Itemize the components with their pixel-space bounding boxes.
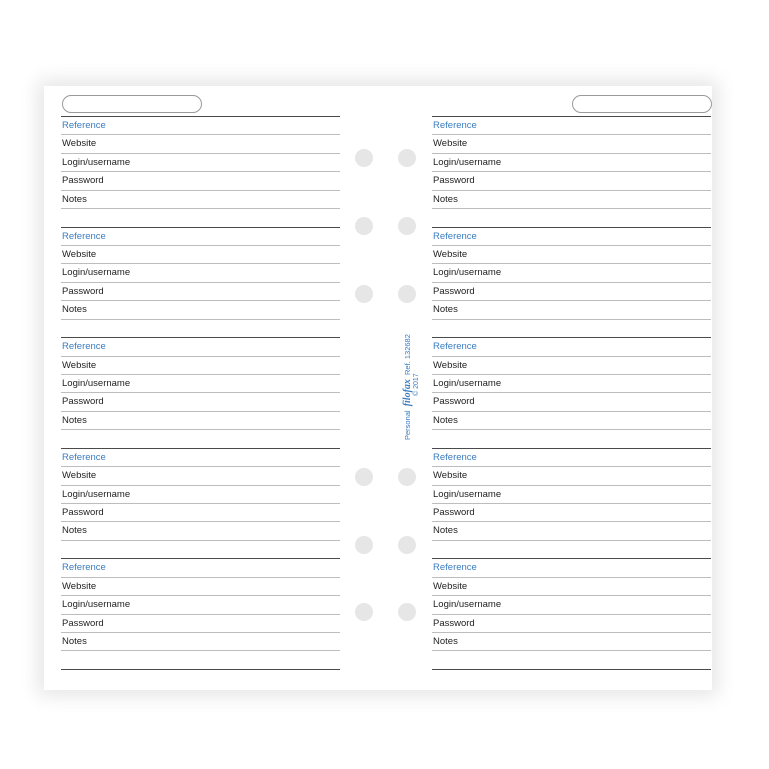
ring-hole: [355, 603, 373, 621]
website-row[interactable]: [61, 245, 340, 263]
reference-label: Reference: [62, 120, 106, 131]
ring-hole: [398, 603, 416, 621]
login-row[interactable]: [432, 595, 711, 613]
password-row[interactable]: [61, 614, 340, 632]
reference-label: Reference: [62, 562, 106, 574]
notes-label: Notes: [62, 525, 87, 537]
login-row[interactable]: [432, 263, 711, 281]
notes-row[interactable]: [432, 521, 711, 539]
notes-label: Notes: [433, 635, 458, 647]
reference-label: Reference: [433, 120, 477, 131]
reference-label: Reference: [62, 451, 106, 463]
reference-row[interactable]: [61, 558, 340, 576]
login-label: Login/username: [62, 267, 131, 279]
password-row[interactable]: [61, 282, 340, 300]
reference-row[interactable]: [432, 227, 711, 245]
website-row[interactable]: [61, 466, 340, 484]
website-label: Website: [62, 248, 97, 260]
reference-label: Reference: [433, 230, 477, 242]
login-label: Login/username: [433, 599, 502, 611]
reference-row[interactable]: [432, 448, 711, 466]
blank-row[interactable]: [61, 319, 340, 337]
password-label: Password: [433, 285, 475, 297]
password-row[interactable]: [432, 392, 711, 410]
notes-row[interactable]: [432, 190, 711, 208]
login-row[interactable]: [432, 374, 711, 392]
bottom-rule: [432, 669, 711, 670]
password-label: Password: [62, 396, 104, 408]
imprint-copyright: © 2017: [413, 373, 420, 396]
password-entry: [61, 227, 340, 338]
website-label: Website: [62, 359, 97, 371]
ring-hole: [398, 468, 416, 486]
blank-row[interactable]: [432, 208, 711, 226]
blank-row[interactable]: [61, 429, 340, 447]
ring-hole: [398, 536, 416, 554]
password-entry: [432, 116, 711, 227]
reference-row[interactable]: [61, 337, 340, 355]
ring-hole: [398, 285, 416, 303]
website-row[interactable]: [61, 356, 340, 374]
notes-label: Notes: [62, 193, 87, 205]
login-label: Login/username: [62, 488, 131, 500]
notes-label: Notes: [433, 414, 458, 426]
reference-label: Reference: [433, 562, 477, 574]
blank-row[interactable]: [61, 650, 340, 668]
password-entry: [432, 337, 711, 448]
website-label: Website: [433, 248, 468, 260]
notes-label: Notes: [433, 525, 458, 537]
password-row[interactable]: [432, 503, 711, 521]
notes-label: Notes: [433, 193, 458, 205]
notes-row[interactable]: [61, 190, 340, 208]
ring-hole: [398, 217, 416, 235]
website-row[interactable]: [61, 134, 340, 152]
password-entry: [432, 558, 711, 669]
password-entry: [432, 448, 711, 559]
password-entry: [61, 337, 340, 448]
login-row[interactable]: [61, 374, 340, 392]
password-label: Password: [433, 396, 475, 408]
blank-row[interactable]: [432, 540, 711, 558]
notes-label: Notes: [62, 635, 87, 647]
password-entry: [61, 558, 340, 669]
notes-row[interactable]: [61, 300, 340, 318]
blank-row[interactable]: [432, 429, 711, 447]
reference-row[interactable]: [432, 116, 711, 134]
notes-row[interactable]: [61, 521, 340, 539]
ring-hole: [398, 149, 416, 167]
ring-hole: [355, 149, 373, 167]
login-label: Login/username: [433, 267, 502, 279]
website-label: Website: [433, 470, 468, 482]
filofax-logo: filofax: [402, 379, 413, 407]
reference-row[interactable]: [61, 227, 340, 245]
notes-row[interactable]: [432, 411, 711, 429]
login-row[interactable]: [61, 595, 340, 613]
website-row[interactable]: [432, 134, 711, 152]
bottom-rule: [61, 669, 340, 670]
password-row[interactable]: [432, 614, 711, 632]
password-label: Password: [433, 617, 475, 629]
ring-hole: [355, 536, 373, 554]
password-row[interactable]: [432, 171, 711, 189]
password-label: Password: [62, 175, 104, 187]
reference-row[interactable]: [432, 558, 711, 576]
reference-row[interactable]: [432, 337, 711, 355]
password-row[interactable]: [432, 282, 711, 300]
notes-row[interactable]: [61, 411, 340, 429]
website-row[interactable]: [61, 577, 340, 595]
website-label: Website: [62, 580, 97, 592]
blank-row[interactable]: [61, 540, 340, 558]
notes-label: Notes: [433, 304, 458, 316]
blank-row[interactable]: [61, 208, 340, 226]
website-row[interactable]: [432, 466, 711, 484]
password-label: Password: [433, 506, 475, 518]
left-tab-field[interactable]: [62, 95, 202, 113]
login-row[interactable]: [61, 153, 340, 171]
login-label: Login/username: [62, 156, 131, 168]
password-entry: [61, 116, 340, 227]
reference-row[interactable]: [61, 448, 340, 466]
ring-hole: [355, 285, 373, 303]
login-label: Login/username: [433, 488, 502, 500]
website-row[interactable]: [432, 356, 711, 374]
website-row[interactable]: [432, 245, 711, 263]
notes-row[interactable]: [432, 300, 711, 318]
notes-row[interactable]: [432, 632, 711, 650]
password-row[interactable]: [61, 171, 340, 189]
website-label: Website: [62, 470, 97, 482]
password-label: Password: [433, 175, 475, 187]
reference-label: Reference: [62, 341, 106, 353]
login-label: Login/username: [62, 377, 131, 389]
blank-row[interactable]: [432, 319, 711, 337]
notes-label: Notes: [62, 414, 87, 426]
password-row[interactable]: [61, 392, 340, 410]
notes-label: Notes: [62, 304, 87, 316]
password-label: Password: [62, 506, 104, 518]
password-label: Password: [62, 285, 104, 297]
login-row[interactable]: [61, 485, 340, 503]
login-label: Login/username: [433, 156, 502, 168]
ring-hole: [355, 468, 373, 486]
login-label: Login/username: [433, 377, 502, 389]
imprint-ref: Ref. 132682: [403, 334, 412, 375]
login-row[interactable]: [61, 263, 340, 281]
login-label: Login/username: [62, 599, 131, 611]
imprint-size: Personal: [403, 410, 412, 440]
left-column: [61, 116, 340, 670]
login-row[interactable]: [432, 485, 711, 503]
reference-row[interactable]: [61, 116, 340, 134]
ring-hole: [355, 217, 373, 235]
password-label: Password: [62, 617, 104, 629]
website-label: Website: [433, 138, 468, 150]
password-entry: [432, 227, 711, 338]
website-label: Website: [433, 580, 468, 592]
reference-label: Reference: [433, 451, 477, 463]
reference-label: Reference: [433, 341, 477, 353]
imprint-label: [402, 334, 413, 440]
website-row[interactable]: [432, 577, 711, 595]
blank-row[interactable]: [432, 650, 711, 668]
password-row[interactable]: [61, 503, 340, 521]
website-label: Website: [433, 359, 468, 371]
right-column: [432, 116, 711, 670]
reference-label: Reference: [62, 230, 106, 242]
notes-row[interactable]: [61, 632, 340, 650]
right-tab-field[interactable]: [572, 95, 712, 113]
website-label: Website: [62, 138, 97, 150]
password-entry: [61, 448, 340, 559]
login-row[interactable]: [432, 153, 711, 171]
